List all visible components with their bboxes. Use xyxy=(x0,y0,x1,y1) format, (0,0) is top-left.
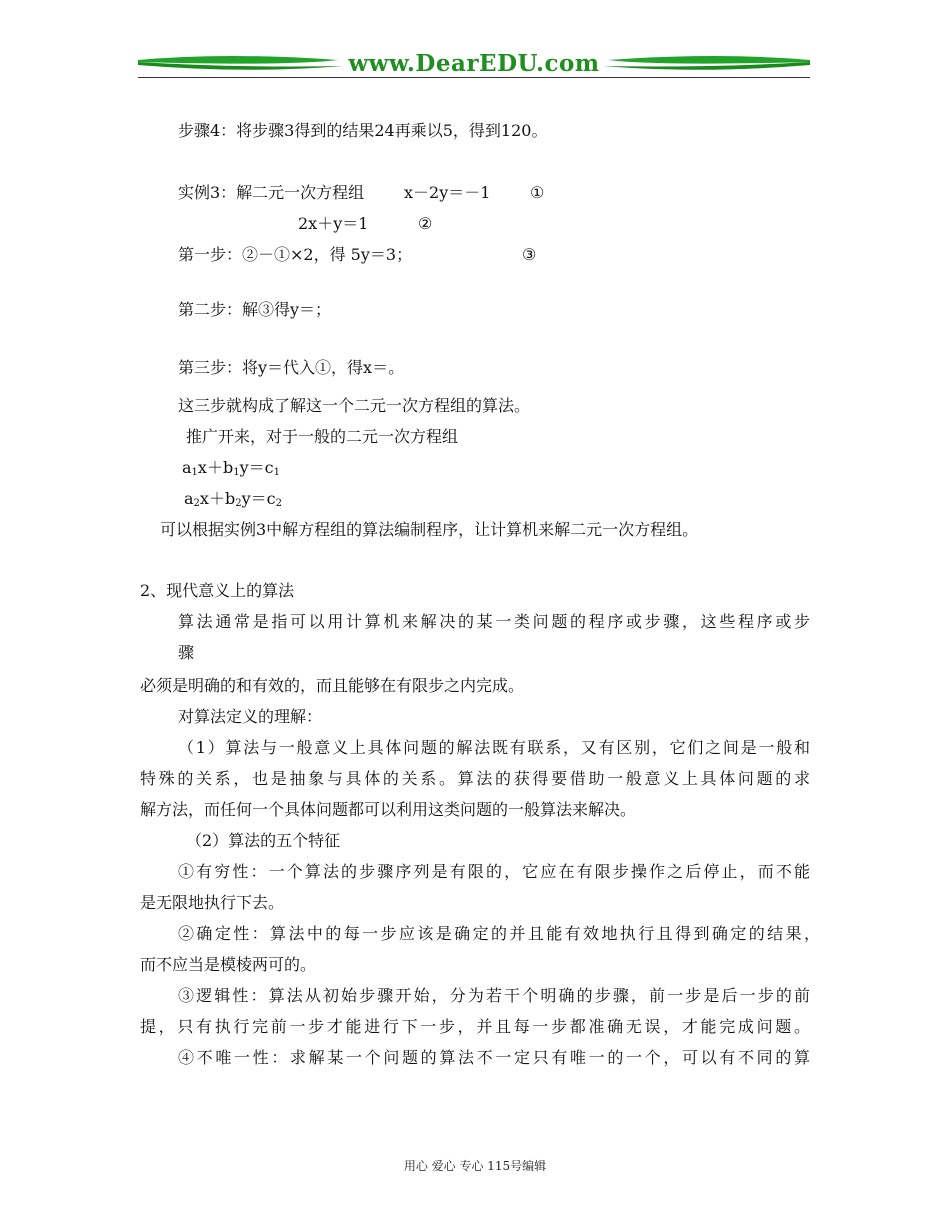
point2-heading: （2）算法的五个特征 xyxy=(186,831,341,850)
section-2-heading: 2、现代意义上的算法 xyxy=(140,581,295,600)
point1-line-b: 特殊的关系，也是抽象与具体的关系。算法的获得要借助一般意义上具体问题的求 xyxy=(140,769,810,788)
summary-line: 这三步就构成了解这一个二元一次方程组的算法。 xyxy=(178,396,531,415)
definition-line-2: 必须是明确的和有效的，而且能够在有限步之内完成。 xyxy=(140,676,525,695)
equation-2-number: ② xyxy=(418,214,433,233)
example3-heading: 实例3：解二元一次方程组 xyxy=(178,183,365,202)
feature3-line-a: ③逻辑性：算法从初始步骤开始，分为若干个明确的步骤，前一步是后一步的前 xyxy=(178,986,810,1005)
site-header xyxy=(138,48,810,78)
step3-line: 第三步：将y＝代入①，得x＝。 xyxy=(178,358,405,377)
feature3-line-b: 提，只有执行完前一步才能进行下一步，并且每一步都准确无误，才能完成问题。 xyxy=(140,1017,810,1036)
step1-line: 第一步：②－①×2，得 5y＝3； xyxy=(178,245,413,264)
point1-line-a: （1）算法与一般意义上具体问题的解法既有联系，又有区别，它们之间是一般和 xyxy=(178,738,810,757)
equation-1-number: ① xyxy=(530,183,545,202)
equation-1: x－2y＝－1 xyxy=(404,183,491,202)
feature2-line-a: ②确定性：算法中的每一步应该是确定的并且能有效地执行且得到确定的结果， xyxy=(178,924,820,943)
feature1-line-b: 是无限地执行下去。 xyxy=(140,893,285,912)
page-footer: 用心 爱心 专心 115号编辑 xyxy=(403,1159,547,1173)
feature2-line-b: 而不应当是模棱两可的。 xyxy=(140,955,317,974)
general-equation-1: $a_1x+b_1y=c_1$ xyxy=(182,458,280,478)
general-line: 推广开来，对于一般的二元一次方程组 xyxy=(186,427,459,446)
equation-3-number: ③ xyxy=(522,245,537,264)
understanding-heading: 对算法定义的理解： xyxy=(178,707,323,726)
point1-line-c: 解方法，而任何一个具体问题都可以利用这类问题的一般算法来解决。 xyxy=(140,800,637,819)
header-divider xyxy=(138,77,810,78)
step4-line: 步骤4：将步骤3得到的结果24再乘以5，得到120。 xyxy=(178,121,548,140)
definition-line-1: 算法通常是指可以用计算机来解决的某一类问题的程序或步骤，这些程序或步 xyxy=(178,612,810,631)
program-line: 可以根据实例3中解方程组的算法编制程序，让计算机来解二元一次方程组。 xyxy=(160,520,699,539)
equation-2: 2x＋y＝1 xyxy=(298,214,369,233)
step2-line: 第二步：解③得y＝； xyxy=(178,300,332,319)
feature4-line-a: ④不唯一性：求解某一个问题的算法不一定只有唯一的一个，可以有不同的算 xyxy=(178,1048,810,1067)
definition-line-1b: 骤 xyxy=(178,643,195,662)
general-equation-2: $a_2x+b_2y=c_2$ xyxy=(184,489,282,509)
site-logo: www.DearEDU.com xyxy=(348,50,600,77)
feature1-line-a: ①有穷性：一个算法的步骤序列是有限的，它应在有限步操作之后停止，而不能 xyxy=(178,862,810,881)
